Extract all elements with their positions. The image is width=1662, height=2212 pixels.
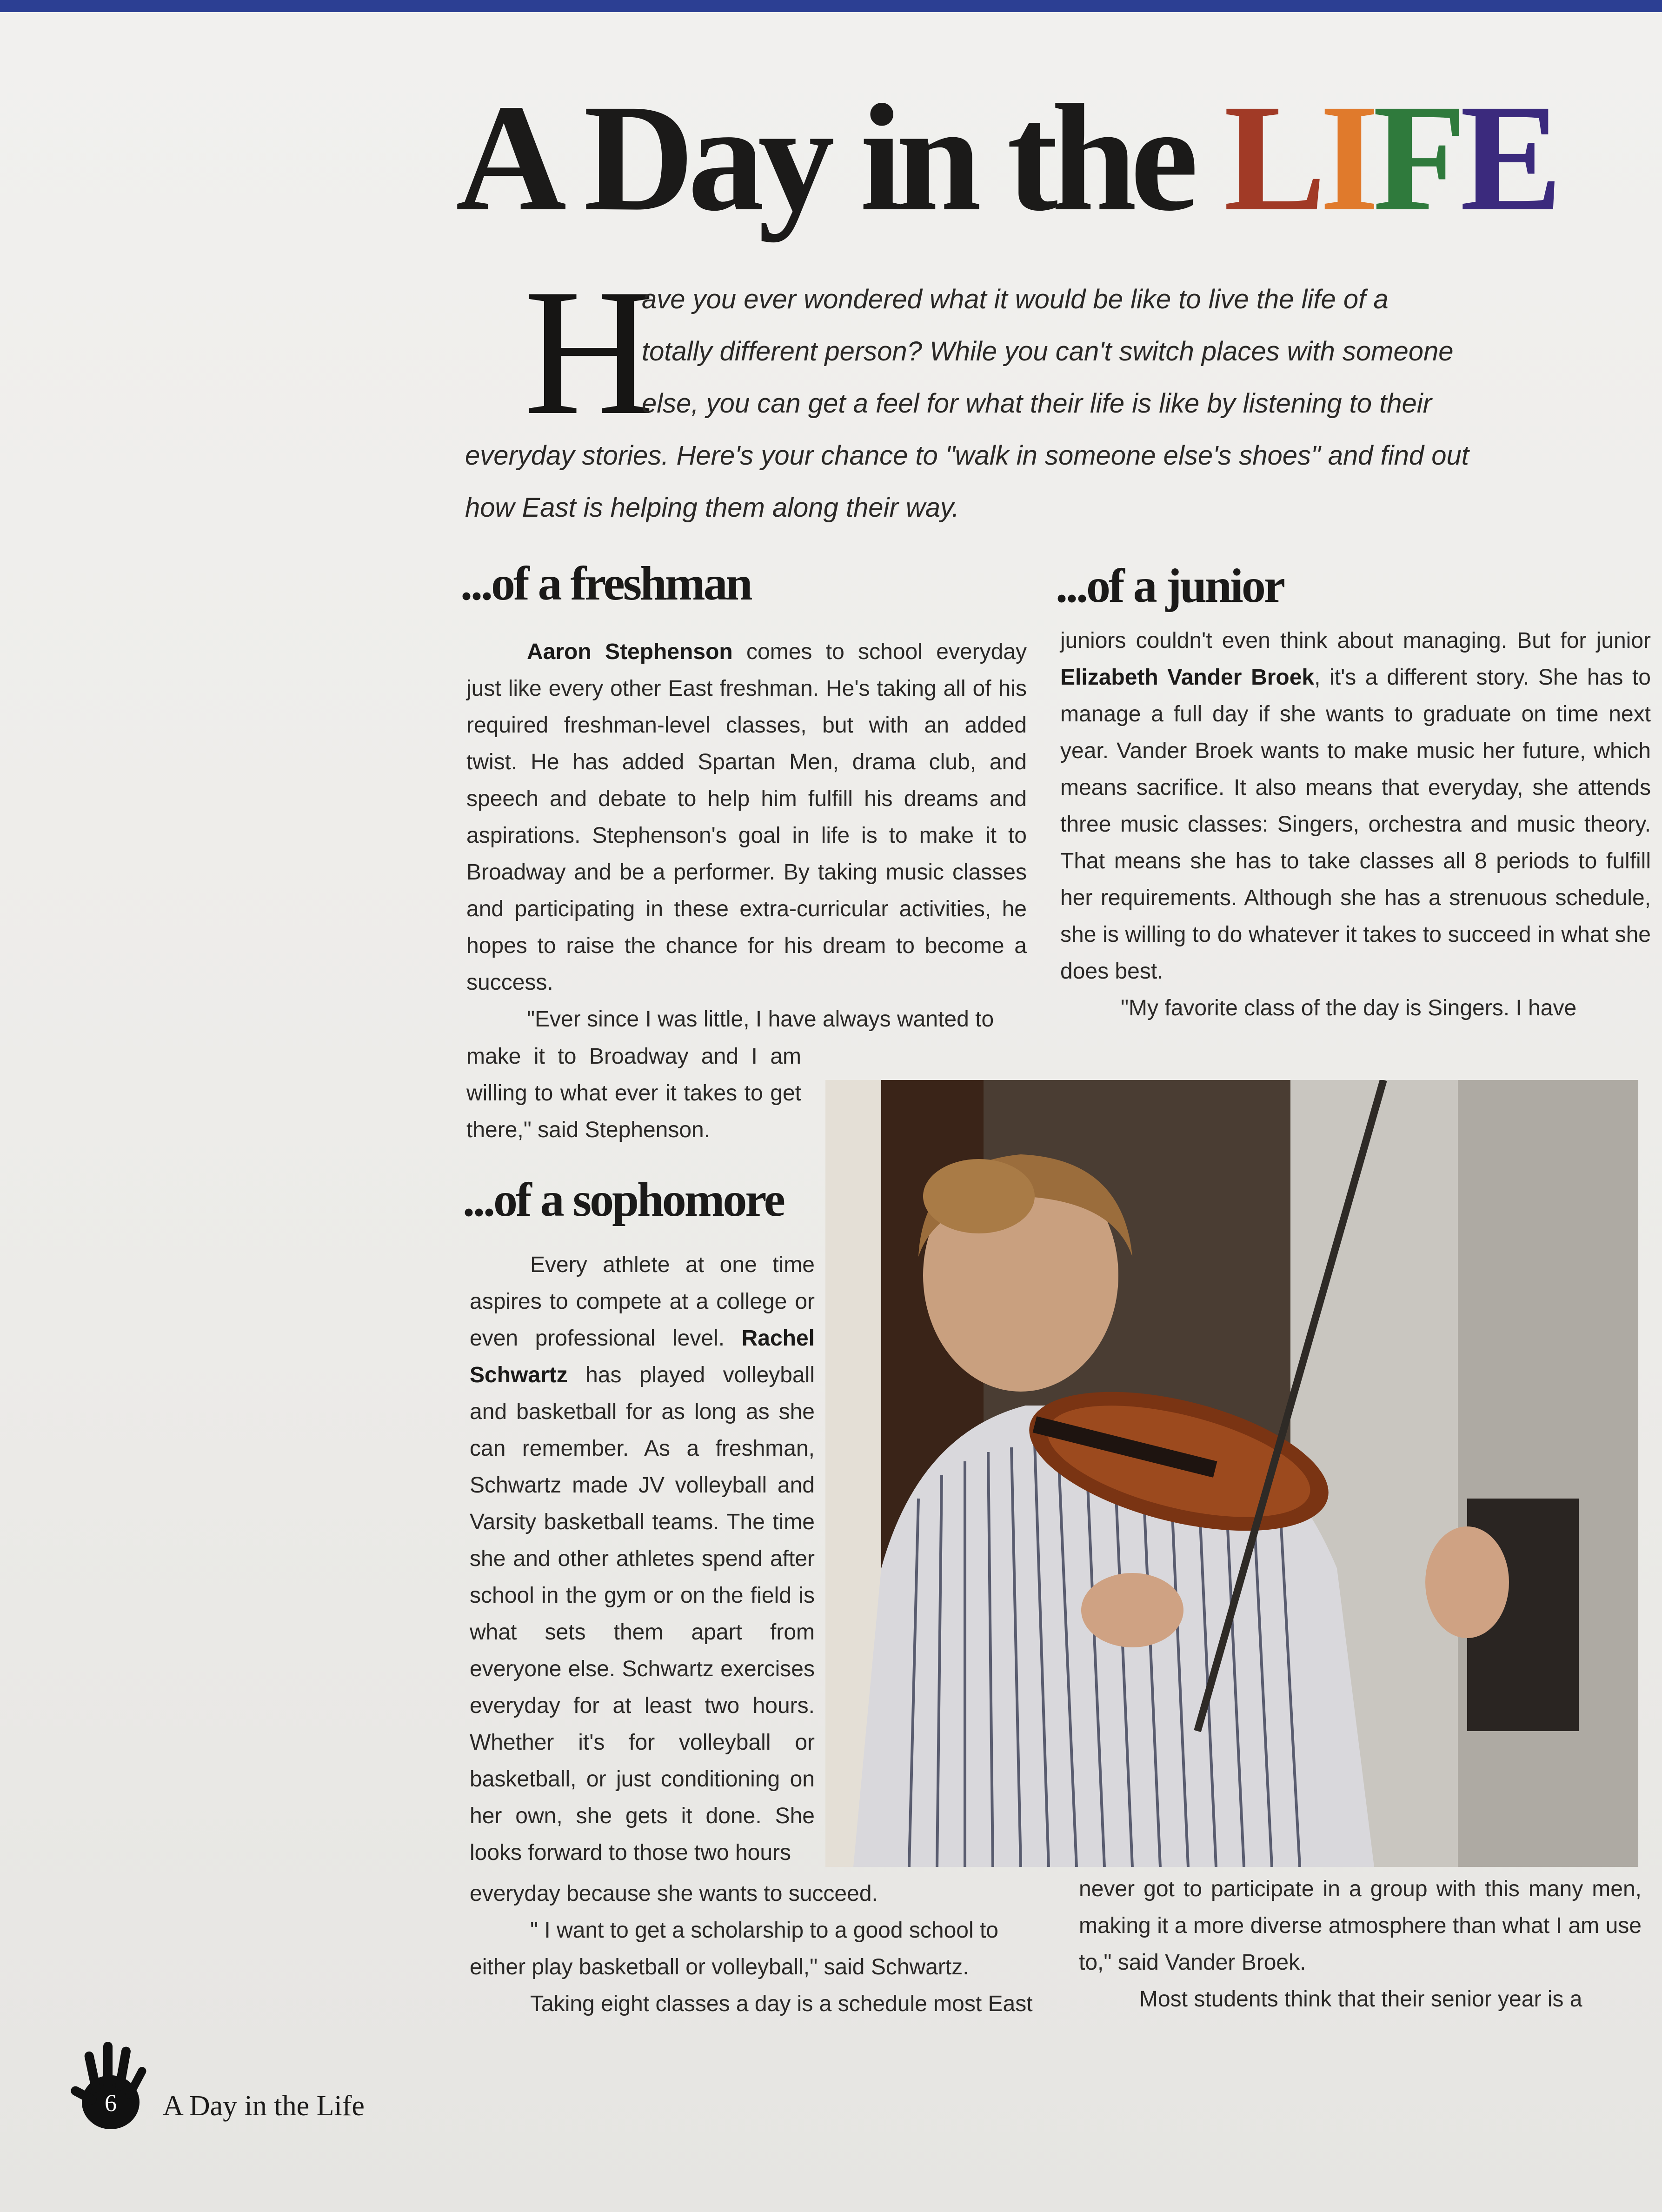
junior-intro-start: Taking eight classes a day is a schedule most East [530, 1992, 1033, 2016]
intro-dropcap: H [524, 252, 655, 453]
junior-student-name: Elizabeth Vander Broek [1060, 665, 1315, 690]
junior-paragraph-1-b: , it's a different story. She has to manage a full day if she wants to graduate on time next year. Vander Broek wants to make music her future, which means sacrifice. It also means that everyday, she attends three music classes: Singers, orchestra and music theory. That means she has to take classes all 8 periods to fulfill her requirements. Although she has a strenuous schedule, she is willing to do whatever it takes to succeed in what she does best. [1060, 665, 1651, 984]
sophomore-paragraph-1-a: Every athlete at one time aspires to compete at a college or even professional level. [470, 1253, 815, 1351]
title-main: A Day in the [456, 73, 1224, 243]
title-life-letter-e: E [1460, 73, 1556, 243]
title-life-letter-l: L [1223, 73, 1320, 243]
junior-quote-end: never got to participate in a group with this many men, making it a more diverse atmosphere than what I am use to," said Vander Broek. [1079, 1877, 1642, 1975]
sophomore-paragraph-1-end: everyday because she wants to succeed. [470, 1881, 878, 1906]
title-life-letter-i: I [1319, 73, 1373, 243]
senior-intro-start: Most students think that their senior year is a [1139, 1987, 1582, 2012]
title-life-letter-f: F [1373, 73, 1460, 243]
junior-quote-start: "My favorite class of the day is Singers. I have [1121, 996, 1577, 1020]
footer-section-title: A Day in the Life [163, 2090, 365, 2122]
page-number: 6 [105, 2090, 117, 2117]
sophomore-paragraph-1-b: has played volleyball and basketball for as long as she can remember. As a freshman, Schwartz made JV volleyball and Varsity basketball teams. The time she and other athletes spend after school in the gym or on the field is what sets them apart from everyone else. Schwartz exercises everyday for at least two hours. Whether it's for volleyball or basketball, or just conditioning on her own, she gets it done. She looks forward to those two hours [470, 1363, 815, 1865]
junior-body [1060, 622, 1651, 1026]
intro-line-5: how East is helping them along their way. [465, 493, 959, 523]
sophomore-student-name: Rachel Schwartz [470, 1326, 815, 1387]
junior-paragraph-1-a: juniors couldn't even think about managing. But for junior [1060, 628, 1651, 653]
junior-paragraph-1 [1060, 622, 1651, 990]
violin-student-photo [825, 1080, 1638, 1867]
intro-line-2: totally different person? While you can't switch places with someone [642, 336, 1454, 366]
intro-line-3: else, you can get a feel for what their life is like by listening to their [642, 388, 1432, 419]
junior-heading: ...of a junior [1056, 559, 1283, 613]
freshman-paragraph-2-start: "Ever since I was little, I have always wanted to [527, 1007, 994, 1032]
freshman-body [466, 633, 1027, 1038]
freshman-paragraph-1 [466, 633, 1027, 1001]
sophomore-paragraph-1 [470, 1246, 815, 1871]
intro-line-4: everyday stories. Here's your chance to "walk in someone else's shoes" and find out [465, 440, 1469, 471]
sophomore-quote: " I want to get a scholarship to a good school to either play basketball or volleyball," said Schwartz. [470, 1918, 998, 1979]
title-life [1224, 73, 1556, 243]
freshman-heading: ...of a freshman [460, 557, 751, 610]
freshman-student-name: Aaron Stephenson [527, 640, 733, 664]
top-edge-bar [0, 0, 1662, 12]
sophomore-body [470, 1246, 815, 1871]
junior-body-lower [1079, 1871, 1642, 2018]
freshman-paragraph-1-text: comes to school everyday just like every other East freshman. He's taking all of his required freshman-level classes, but with an added twist. He has added Spartan Men, drama club, and speech and debate to help him fulfill his dreams and aspirations. Stephenson's goal in life is to make it to Broadway and be a performer. By taking music classes and participating in these extra-curricular activities, he hopes to raise the chance for his dream to become a success. [466, 640, 1027, 995]
sophomore-body-lower [470, 1875, 1046, 2022]
sophomore-heading: ...of a sophomore [463, 1173, 784, 1226]
page-title [456, 70, 1646, 247]
freshman-quote-cont: make it to Broadway and I am willing to what ever it takes to get there," said Stephenson. [466, 1044, 801, 1142]
intro-line-1: ave you ever wondered what it would be like to live the life of a [642, 284, 1389, 314]
violin-photo-illustration [825, 1080, 1638, 1867]
